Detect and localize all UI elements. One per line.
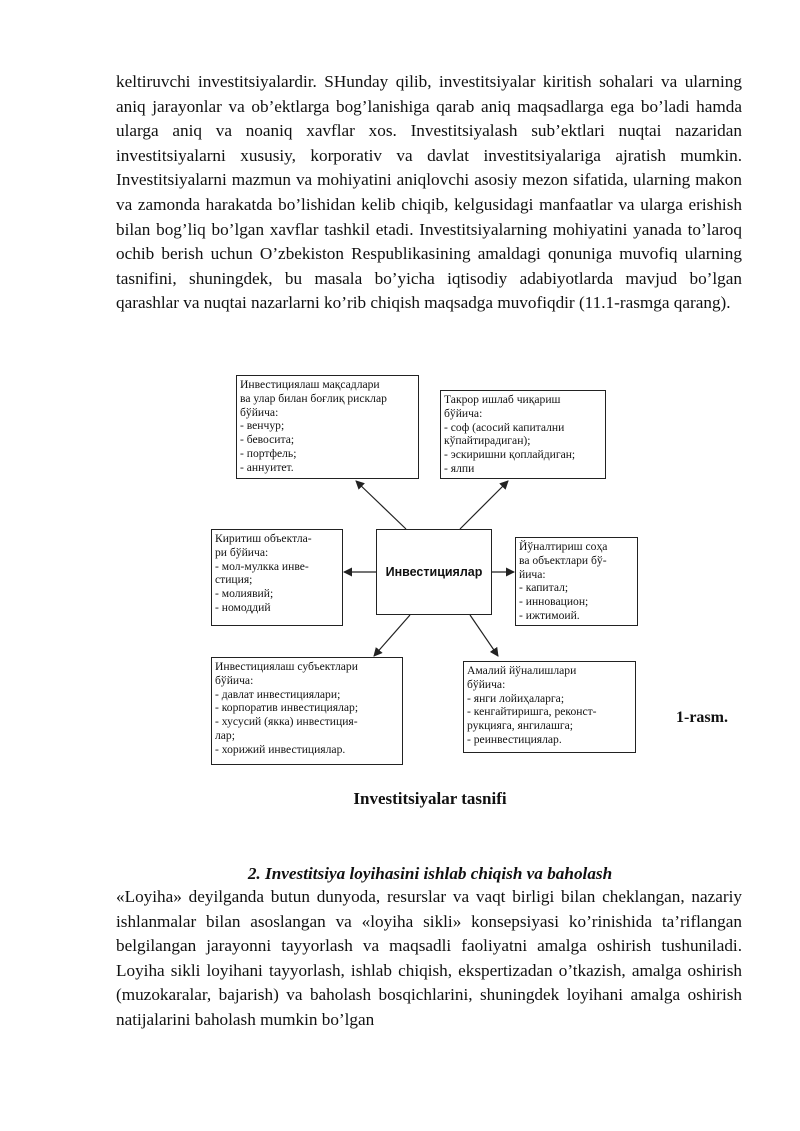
box-goals-risks [236, 375, 419, 479]
figure-title: Investitsiyalar tasnifi [353, 789, 507, 808]
box-line: - мол-мулкка инве- [215, 559, 309, 573]
box-line: - молиявий; [215, 587, 274, 601]
box-line: ва улар билан боғлиқ рисклар [240, 391, 387, 405]
arrow-top-right [460, 481, 508, 529]
box-line: - реинвестициялар. [467, 732, 562, 746]
box-reproduction [440, 390, 606, 479]
box-line: ва объектлари бў- [519, 553, 607, 567]
box-subjects [211, 657, 403, 765]
arrow-bottom-left [374, 615, 410, 656]
box-line: Инвестициялаш субъектлари [215, 660, 358, 673]
box-line: - инновацион; [519, 595, 589, 609]
box-line: - корпоратив инвестициялар; [215, 701, 359, 715]
box-line: Киритиш объектла- [215, 532, 312, 545]
box-line: - хорижий инвестициялар. [215, 742, 346, 756]
box-line: стиция; [215, 573, 253, 587]
section2-paragraph: «Loyiha» deyilganda butun dunyoda, resurslar va vaqt birligi bilan cheklangan, nazariy ishlanmalar bilan asoslangan va «loyiha sikli» konsepsiyasi ko’rinishida ta’riflangan belgilangan jarayonni tayyorlash va maqsadli faoliyatni amalga oshirish tushuniladi. Loyiha sikli loyihani tayyorlash, ishlab chiqish, ekspertizadan o’tkazish, amalga oshirish (muzokaralar, bajarish) va baholash bosqichlarini, shuningdek loyihani amalga oshirish natijalarini baholash mumkin bo’lgan [116, 887, 742, 1029]
box-line: рукцияга, янгилашга; [467, 719, 573, 733]
section-heading: 2. Investitsiya loyihasini ishlab chiqish va baholash [247, 864, 613, 883]
box-line: лар; [215, 728, 235, 742]
box-line: ри бўйича: [215, 545, 269, 559]
box-line: бўйича: [240, 405, 279, 419]
box-line: Амалий йўналишлари [467, 664, 577, 677]
box-line: - ижтимоий. [519, 608, 580, 622]
box-line: - ялпи [444, 461, 475, 475]
box-line: - давлат инвестициялари; [215, 687, 341, 701]
box-line: кўпайтирадиган); [444, 434, 531, 448]
box-line: Такрор ишлаб чиқариш [444, 393, 561, 406]
box-line: - соф (асосий капитални [444, 420, 565, 434]
intro-paragraph: keltiruvchi investitsiyalardir. SHunday qilib, investitsiyalar kiritish sohalari va ularning aniq jarayonlar va ob’ektlarga bog’lanishiga qarab aniq maqsadlarga ega bo’ladi hamda ularga aniq va noaniq xavflar xos. Investitsiyalash sub’ektlari nuqtai nazaridan investitsiyalarni xususiy, korporativ va davlat investitsiyalariga ajratish mumkin. Investitsiyalarni mazmun va mohiyatini aniqlovchi asosiy mezon sifatida, ularning makon va zamonda harakatda bo’lishidan kelib chiqib, kelgusidagi manfaatlar va ularga erishish bilan bog’liq bo’lgan xavflar tashkil etadi. Investitsiyalarning mohiyatini yanada to’laroq ochib berish uchun O’zbekiston Respublikasining amaldagi qonuniga muvofiq ularning tasnifini, shuningdek, bu masala bo’yicha iqtisodiy adabiyotlarda mavjud bo’lgan qarashlar va nuqtai nazarlarni ko’rib chiqish maqsadga muvofiqdir (11.1-rasmga qarang). [116, 72, 742, 313]
arrow-bottom-right [470, 615, 498, 656]
box-line: бўйича: [444, 406, 483, 420]
box-line: - капитал; [519, 581, 569, 595]
box-line: бўйича: [467, 677, 506, 691]
box-line: - бевосита; [240, 433, 295, 447]
box-line: бўйича: [215, 673, 254, 687]
box-line: - венчур; [240, 419, 285, 433]
arrow-top-left [356, 481, 406, 529]
box-line: - портфель; [240, 446, 297, 460]
box-directions [515, 537, 638, 626]
box-objects [211, 529, 343, 626]
box-line: - янги лойиҳаларга; [467, 691, 565, 705]
figure-label: 1-rasm. [676, 709, 728, 726]
box-line: - аннуитет. [240, 460, 294, 474]
box-line: Йўналтириш соҳа [519, 540, 608, 553]
box-line: Инвестициялаш мақсадлари [240, 378, 380, 391]
box-line: - номоддий [215, 600, 271, 614]
box-line: йича: [519, 567, 546, 581]
box-practical [463, 661, 636, 753]
center-investments: Инвестициялар [376, 529, 492, 615]
box-line: - хусусий (якка) инвестиция- [215, 715, 358, 729]
box-line: - эскиришни қоплайдиган; [444, 448, 576, 462]
box-line: - кенгайтиришга, реконст- [467, 705, 597, 719]
